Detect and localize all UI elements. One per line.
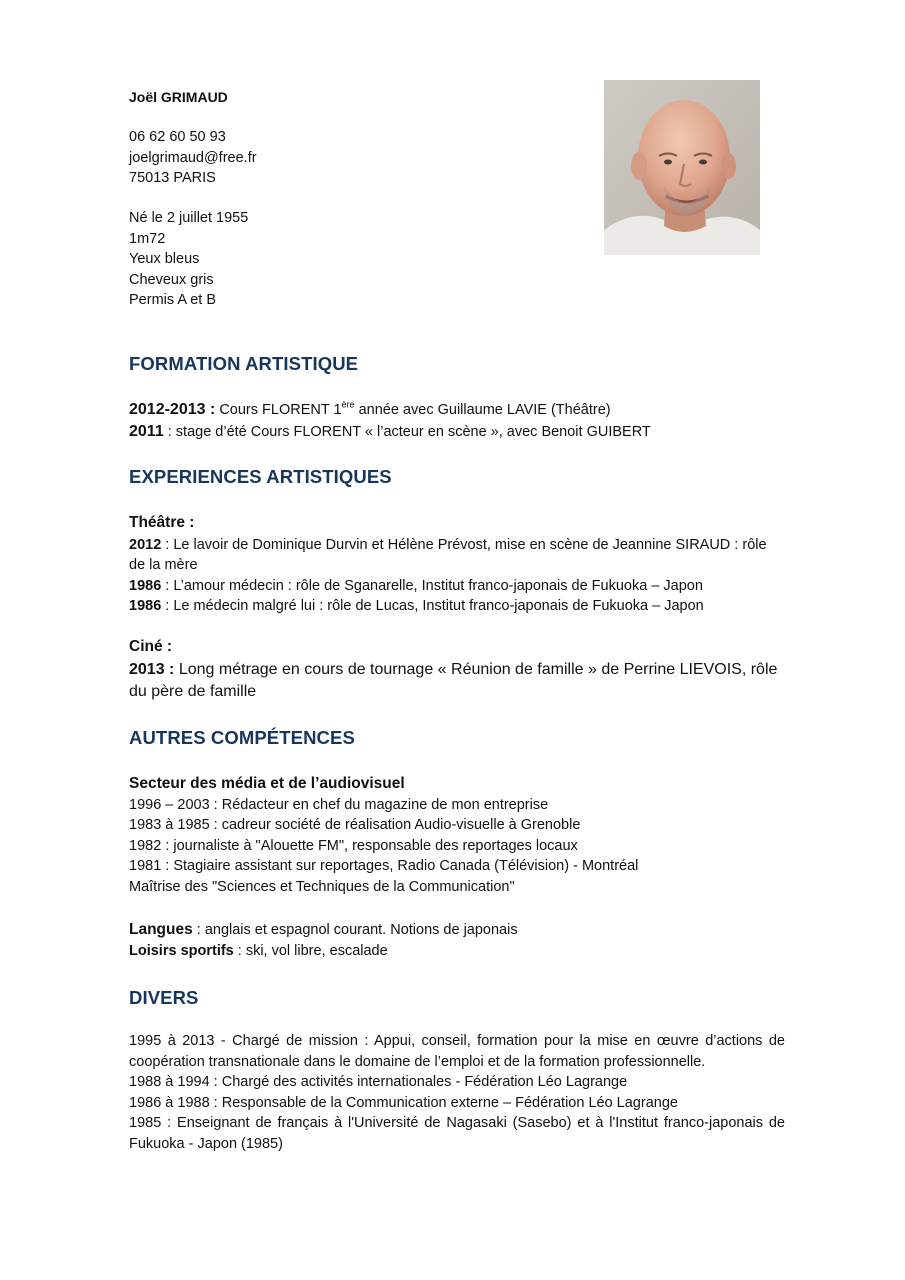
driving-license: Permis A et B [129, 292, 217, 308]
formation-item: 2012-2013 : Cours FLORENT 1ère année avec Guillaume LAVIE (Théâtre) [129, 399, 611, 418]
divers-item: 1995 à 2013 - Chargé de mission : Appui, conseil, formation pour la mise en œuvre d’actions de coopération transnationale dans le domaine de l’emploi et de la formation professionnelle. [129, 1033, 785, 1070]
profile-photo [604, 80, 760, 255]
divers-block [129, 1031, 785, 1154]
media-item: 1982 : journaliste à "Alouette FM", responsable des reportages locaux [129, 837, 578, 854]
skills-block [129, 920, 785, 961]
theatre-label: Théâtre : [129, 514, 195, 531]
person-name: Joël GRIMAUD [129, 89, 228, 105]
section-heading-divers: DIVERS [129, 987, 199, 1008]
formation-item: 2011 : stage d’été Cours FLORENT « l’acteur en scène », avec Benoit GUIBERT [129, 423, 651, 440]
cine-label: Ciné : [129, 638, 173, 655]
height: 1m72 [129, 230, 166, 247]
formation-list [129, 399, 785, 443]
city: 75013 PARIS [129, 170, 216, 186]
languages: Langues : anglais et espagnol courant. Notions de japonais [129, 921, 518, 938]
media-item: 1983 à 1985 : cadreur société de réalisation Audio-visuelle à Grenoble [129, 817, 581, 833]
theatre-block [129, 513, 785, 617]
theatre-item: 1986 : L’amour médecin : rôle de Sganarelle, Institut franco-japonais de Fukuoka – Japon [129, 577, 703, 594]
cine-item: 2013 : Long métrage en cours de tournage « Réunion de famille » de Perrine LIEVOIS, rôle du père de famille [129, 660, 778, 700]
divers-item: 1988 à 1994 : Chargé des activités internationales - Fédération Léo Lagrange [129, 1074, 628, 1090]
birth-date: Né le 2 juillet 1955 [129, 210, 249, 226]
media-label: Secteur des média et de l’audiovisuel [129, 775, 405, 792]
divers-item: 1985 : Enseignant de français à l'Université de Nagasaki (Sasebo) et à l'Institut franco-japonais de Fukuoka - Japon (1985) [129, 1115, 785, 1152]
media-item: 1981 : Stagiaire assistant sur reportages, Radio Canada (Télévision) - Montréal [129, 858, 639, 874]
divers-item: 1986 à 1988 : Responsable de la Communication externe – Fédération Léo Lagrange [129, 1094, 678, 1111]
media-block [129, 774, 785, 897]
email-address: joelgrimaud@free.fr [129, 149, 257, 166]
phone-number: 06 62 60 50 93 [129, 129, 226, 145]
section-heading-formation: FORMATION ARTISTIQUE [129, 353, 359, 374]
formation-year: 2012-2013 : [129, 401, 216, 418]
cine-block [129, 637, 785, 703]
eye-color: Yeux bleus [129, 251, 200, 267]
theatre-item: 1986 : Le médecin malgré lui : rôle de Lucas, Institut franco-japonais de Fukuoka – Japon [129, 598, 704, 614]
hobbies: Loisirs sportifs : ski, vol libre, escalade [129, 942, 388, 959]
section-heading-competences: AUTRES COMPÉTENCES [129, 727, 355, 748]
formation-year: 2011 [129, 423, 164, 440]
media-item: Maîtrise des "Sciences et Techniques de la Communication" [129, 878, 515, 895]
media-item: 1996 – 2003 : Rédacteur en chef du magazine de mon entreprise [129, 796, 549, 813]
theatre-item: 2012 : Le lavoir de Dominique Durvin et Hélène Prévost, mise en scène de Jeannine SIRAUD : rôle de la mère [129, 536, 767, 573]
hair-color: Cheveux gris [129, 271, 214, 288]
section-heading-experiences: EXPERIENCES ARTISTIQUES [129, 466, 392, 487]
